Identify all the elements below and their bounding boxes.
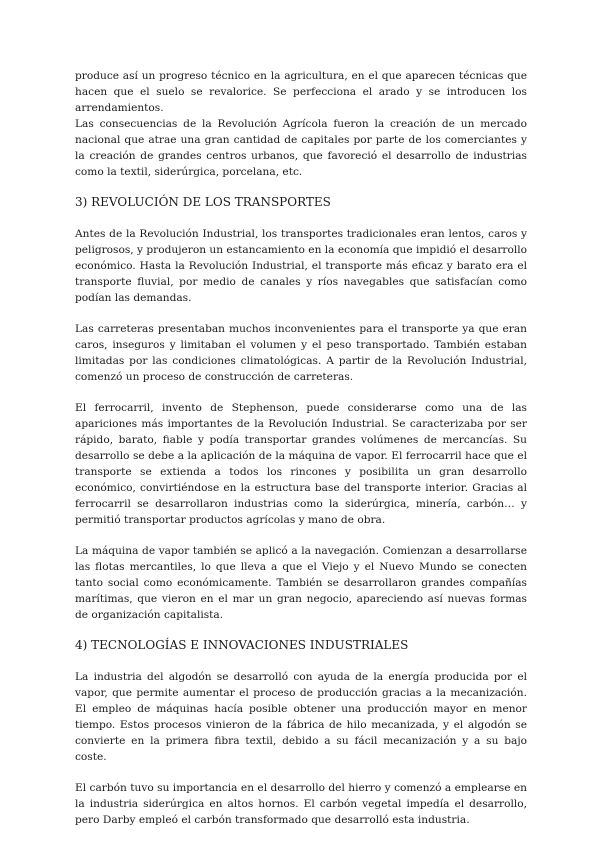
section-3-paragraph-3: El ferrocarril, invento de Stephenson, puede considerarse como una de las apariciones más importantes de la Revolución Industrial. Se caracterizaba por ser rápido, barato, fiable y podía transportar grandes volúmenes de mercancías. Su desarrollo se debe a la aplicación de la máquina de vapor. El ferrocarril hace que el transporte se extienda a todos los rincones y posibilita un gran desarrollo económico, convirtiéndose en la estructura base del transporte interior. Gracias al ferrocarril se desarrollaron industrias como la siderúrgica, minería, carbón… y permitió transportar productos agrícolas y mano de obra.	[75, 402, 527, 526]
section-4-paragraph-1: La industria del algodón se desarrolló con ayuda de la energía producida por el vapor, que permite aumentar el proceso de producción gracias a la mecanización. El empleo de máquinas hacía posible obtener una producción mayor en menor tiempo. Estos procesos vinieron de la fábrica de hilo mecanizada, y el algodón se convierte en la primera fibra textil, debido a su fácil mecanización y a su bajo coste.	[75, 671, 527, 763]
section-3-paragraph-4: La máquina de vapor también se aplicó a la navegación. Comienzan a desarrollarse las flotas mercantiles, lo que lleva a que el Viejo y el Nuevo Mundo se conecten tanto social como económicamente. También se desarrollaron grandes compañías marítimas, que vieron en el mar un gran negocio, apareciendo así nuevas formas de organización capitalista.	[75, 545, 527, 621]
section-4-heading: 4) TECNOLOGÍAS E INNOVACIONES INDUSTRIALES	[75, 638, 409, 652]
document-body	[75, 68, 527, 828]
section-3-paragraph-2: Las carreteras presentaban muchos inconvenientes para el transporte ya que eran caros, inseguros y limitaban el volumen y el peso transportado. También estaban limitadas por las condiciones climatológicas. A partir de la Revolución Industrial, comenzó un proceso de construcción de carreteras.	[75, 323, 527, 383]
intro-paragraph-2: Las consecuencias de la Revolución Agrícola fueron la creación de un mercado nacional que atrae una gran cantidad de capitales por parte de los comerciantes y la creación de grandes centros urbanos, que favoreció el desarrollo de industrias como la textil, siderúrgica, porcelana, etc.	[75, 118, 527, 178]
section-3-paragraph-1: Antes de la Revolución Industrial, los transportes tradicionales eran lentos, caros y peligrosos, y produjeron un estancamiento en la economía que impidió el desarrollo económico. Hasta la Revolución Industrial, el transporte más eficaz y barato era el transporte fluvial, por medio de canales y ríos navegables que satisfacían como podían las demandas.	[75, 228, 527, 304]
section-4-paragraph-2: El carbón tuvo su importancia en el desarrollo del hierro y comenzó a emplearse en la industria siderúrgica en altos hornos. El carbón vegetal impedía el desarrollo, pero Darby empleó el carbón transformado que desarrolló esta industria.	[75, 782, 527, 826]
intro-paragraph-1: produce así un progreso técnico en la agricultura, en el que aparecen técnicas que hacen que el suelo se revalorice. Se perfecciona el arado y se introducen los arrendamientos.	[75, 70, 527, 114]
section-3-heading: 3) REVOLUCIÓN DE LOS TRANSPORTES	[75, 195, 331, 209]
